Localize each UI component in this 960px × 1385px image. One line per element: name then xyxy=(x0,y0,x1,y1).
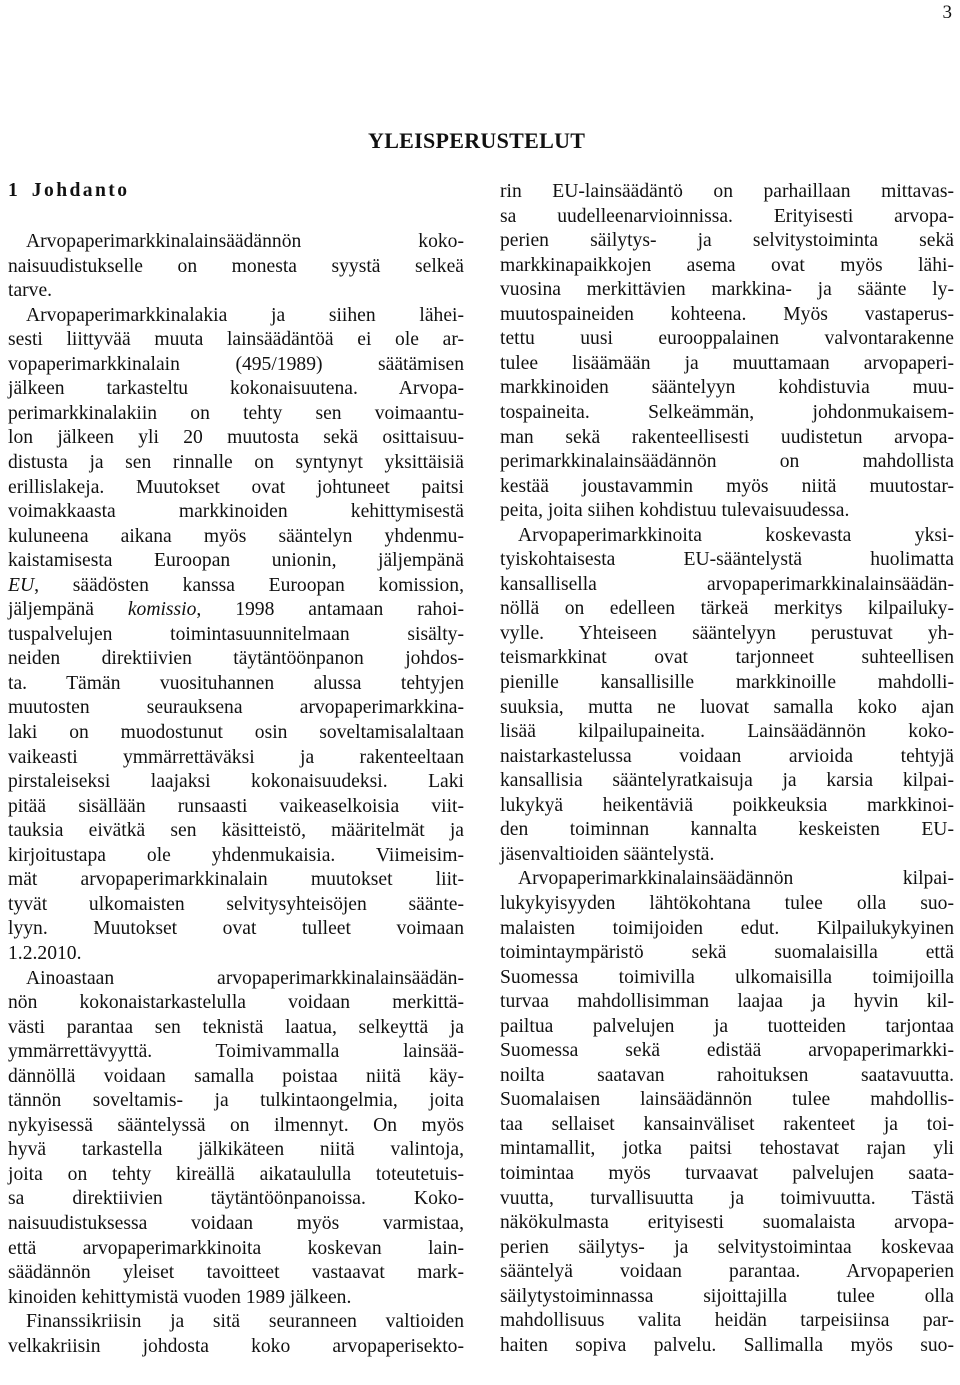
text-line: Finanssikriisin ja sitä seuranneen valtioiden xyxy=(26,1311,464,1333)
text-line: pitää sisällään runsaasti vaikeaselkoisia viit- xyxy=(8,795,464,817)
text-line: markkinapaikkojen asema ovat myös lähi- xyxy=(500,254,954,276)
text-line: neiden direktiivien täytäntöönpanon johdos- xyxy=(8,648,464,670)
text-line: tauksia eivätkä sen käsitteistö, määritelmät ja xyxy=(8,820,464,842)
text-line: tarve. xyxy=(8,280,53,302)
text-line: kansallisia sääntelyratkaisuja ja karsia kilpai- xyxy=(500,770,954,792)
text-line: Ainoastaan arvopaperimarkkinalainsäädän- xyxy=(26,967,464,989)
text-line: turvaa mahdollisimman laajaa ja hyvin kil- xyxy=(500,991,954,1013)
text-line: sa direktiivien täytäntöönpanoissa. Koko- xyxy=(8,1188,464,1210)
text-line: tospaineita. Selkeämmän, johdonmukaisem- xyxy=(500,401,954,423)
text-line: vaikeasti ymmärrettäväksi ja rakenteeltaan xyxy=(8,746,464,768)
chapter-number: 1 xyxy=(8,180,18,201)
text-line: naistarkastelussa voidaan arvioida tehtyjä xyxy=(500,745,954,767)
text-line: peita, joita siihen kohdistuu tulevaisuudessa. xyxy=(500,500,850,522)
text-line: lisää kilpailupaineita. Lainsäädännön koko- xyxy=(500,721,954,743)
text-line: kansallisella arvopaperimarkkinalainsäädän- xyxy=(500,573,954,595)
chapter-title: Johdanto xyxy=(31,180,130,201)
text-line: säädännön yleiset tavoitteet vastaavat mark- xyxy=(8,1262,464,1284)
text-line: mät arvopaperimarkkinalain muutokset liit- xyxy=(8,869,464,891)
text-line: jälkeen tarkasteltu kokonaisuutena. Arvopa- xyxy=(8,378,464,400)
text-line: muutospaineiden kohteena. Myös vastaperus- xyxy=(500,303,954,325)
text-line: velkakriisin johdosta koko arvopaperisekto- xyxy=(8,1335,464,1357)
page-number: 3 xyxy=(942,2,952,23)
text-line: kestää joustavammin myös niitä muutostar- xyxy=(500,475,954,497)
text-line: tyiskohtaisesta EU-sääntelystä huolimatta xyxy=(500,549,954,571)
text-line: perien säilytys- ja selvitystoimintaa koskevaa xyxy=(500,1236,954,1258)
text-line: mahdollisuus valita heidän tarpeisiinsa par- xyxy=(500,1310,954,1332)
text-line: Suomessa sekä edistää arvopaperimarkki- xyxy=(500,1040,954,1062)
text-line: ymmärrettävyyttä. Toimivammalla lainsää- xyxy=(8,1041,464,1063)
text-line: vylle. Yhteiseen sääntelyyn perustuvat yh- xyxy=(500,622,954,644)
text-line: toimintaympäristö sekä suomalaisilla että xyxy=(500,942,954,964)
text-line: hyvä tarkastella jälkikäteen niitä valintoja, xyxy=(8,1139,464,1161)
text-line: Arvopaperimarkkinalainsäädännön kilpai- xyxy=(518,868,954,890)
text-line: tulee lisäämään ja muuttamaan arvopaperi- xyxy=(500,352,954,374)
text-line: muutosten seurauksena arvopaperimarkkina- xyxy=(8,697,464,719)
text-line: perien säilytys- ja selvitystoiminta sekä xyxy=(500,230,954,252)
text-line: kaistamisesta Euroopan unionin, jäljempänä xyxy=(8,550,464,572)
text-line: lukykyisyyden lähtökohtana tulee olla suo- xyxy=(500,892,954,914)
text-line: tuspalvelujen toimintasuunnitelmaan sisälty- xyxy=(8,623,464,645)
text-line: Arvopaperimarkkinalainsäädännön koko- xyxy=(26,231,464,252)
text-line: sesti liittyvää muuta lainsäädäntöä ei ole ar- xyxy=(8,329,464,351)
text-line: jäljempänä komissio, 1998 antamaan rahoi- xyxy=(8,599,464,621)
text-line: Suomalaisen lainsäädännön tulee mahdollis- xyxy=(500,1089,954,1111)
text-line: markkinoiden sääntelyyn kohdistuvia muu- xyxy=(500,377,954,399)
text-line: EU, säädösten kanssa Euroopan komission, xyxy=(8,574,464,596)
text-line: kirjoitustapa ole yhdenmukaisia. Viimeisim- xyxy=(8,844,464,866)
text-line: kuluneena aikana myös sääntelyn yhdenmu- xyxy=(8,525,464,547)
text-line: nöllä on edelleen tärkeä merkitys kilpailuky- xyxy=(500,598,954,620)
text-line: vopaperimarkkinalain (495/1989) säätämisen xyxy=(8,353,464,375)
text-line: säilytystoiminnassa sijoittajilla tulee olla xyxy=(500,1285,954,1307)
text-line: pirstaleiseksi laajaksi kokonaisuudeksi. Laki xyxy=(8,771,464,793)
text-line: tettu uusi eurooppalainen valvontarakenne xyxy=(500,328,954,350)
text-line: Suomessa toimivilla ulkomaisilla toimijoilla xyxy=(500,966,954,988)
text-line: vuosina merkittävien markkina- ja säänte ly- xyxy=(500,279,954,301)
text-line: Arvopaperimarkkinoita koskevasta yksi- xyxy=(518,524,954,546)
text-line: naisuudistuksessa voidaan myös varmistaa, xyxy=(8,1213,464,1234)
text-line: lon jälkeen yli 20 muutosta sekä osittaisuu- xyxy=(8,427,464,449)
text-line: distusta ja sen rinnalle on syntynyt yksittäisiä xyxy=(8,451,464,473)
text-line: perimarkkinalakiin on tehty sen voimaantu- xyxy=(8,402,464,424)
text-line: rin EU-lainsäädäntö on parhaillaan mittavas- xyxy=(500,181,954,202)
text-line: joita on tehty kireällä aikataululla toteutetuis- xyxy=(8,1163,464,1185)
text-line: voimakkaasta markkinoiden kehittymisestä xyxy=(8,501,464,523)
text-line: toimintaa myös turvaavat palvelujen saata- xyxy=(500,1163,954,1184)
text-line: dännöllä voidaan samalla poistaa niitä käy- xyxy=(8,1065,464,1087)
text-line: malaisten toimijoiden edut. Kilpailukykyinen xyxy=(500,917,954,939)
text-line: lyyn. Muutokset ovat tulleet voimaan xyxy=(8,918,464,940)
text-line: den toiminnan kannalta keskeisten EU- xyxy=(500,819,954,841)
text-line: 1.2.2010. xyxy=(8,942,82,964)
text-line: lukykyä heikentäviä poikkeuksia markkinoi- xyxy=(500,794,954,816)
text-line: kinoiden kehittymistä vuoden 1989 jälkeen. xyxy=(8,1286,352,1308)
text-line: teismarkkinat ovat tarjonneet suhteellisen xyxy=(500,647,954,669)
text-line: erillislakeja. Muutokset ovat johtuneet paitsi xyxy=(8,476,464,498)
text-line: nykyisessä sääntelyssä on ilmennyt. On myös xyxy=(8,1114,464,1136)
section-title: YLEISPERUSTELUT xyxy=(368,128,586,153)
text-line: tyvät ulkomaisten selvitysyhteisöjen säänte- xyxy=(8,893,464,915)
text-line: näkökulmasta erityisesti suomalaista arvopa- xyxy=(500,1212,954,1234)
text-line: västi parantaa sen teknistä laatua, selkeyttä ja xyxy=(8,1016,464,1038)
text-line: suuksia, mutta ne luovat samalla koko ajan xyxy=(500,696,954,718)
text-line: mintamallit, jotka paitsi tehostavat rajan yli xyxy=(500,1138,954,1160)
text-line: Arvopaperimarkkinalakia ja siihen lähei- xyxy=(26,304,464,326)
text-line: että arvopaperimarkkinoita koskevan lain- xyxy=(8,1237,464,1259)
text-line: pailtua palvelujen ja tuotteiden tarjontaa xyxy=(500,1015,954,1037)
text-line: vuutta, turvallisuutta ja toimivuutta. Tästä xyxy=(500,1187,954,1209)
text-line: laki on muodostunut osin soveltamisalaltaan xyxy=(8,722,464,743)
text-line: noilta saatavan rahoituksen saatavuutta. xyxy=(500,1064,954,1086)
text-line: man sekä rakenteellisesti uudistetun arvopa- xyxy=(500,426,954,448)
text-line: naisuudistukselle on monesta syystä selkeä xyxy=(8,255,464,277)
text-line: perimarkkinalainsäädännön on mahdollista xyxy=(500,451,954,473)
text-line: sääntelyä voidaan parantaa. Arvopaperien xyxy=(500,1261,954,1283)
text-line: taa sellaiset kansainväliset rakenteet ja toi- xyxy=(500,1113,954,1135)
text-line: haiten sopiva palvelu. Sallimalla myös suo- xyxy=(500,1334,954,1356)
text-line: jäsenvaltioiden sääntelystä. xyxy=(500,843,715,865)
text-line: nön kokonaistarkastelulla voidaan merkittä- xyxy=(8,992,464,1014)
chapter-heading xyxy=(8,180,129,202)
text-line: tännön soveltamis- ja tulkintaongelmia, joita xyxy=(8,1090,464,1112)
text-line: ta. Tämän vuosituhannen alussa tehtyjen xyxy=(8,672,464,694)
text-line: pienille kansallisille markkinoille mahdolli- xyxy=(500,672,954,693)
text-line: sa uudelleenarvioinnissa. Erityisesti arvopa- xyxy=(500,205,954,227)
